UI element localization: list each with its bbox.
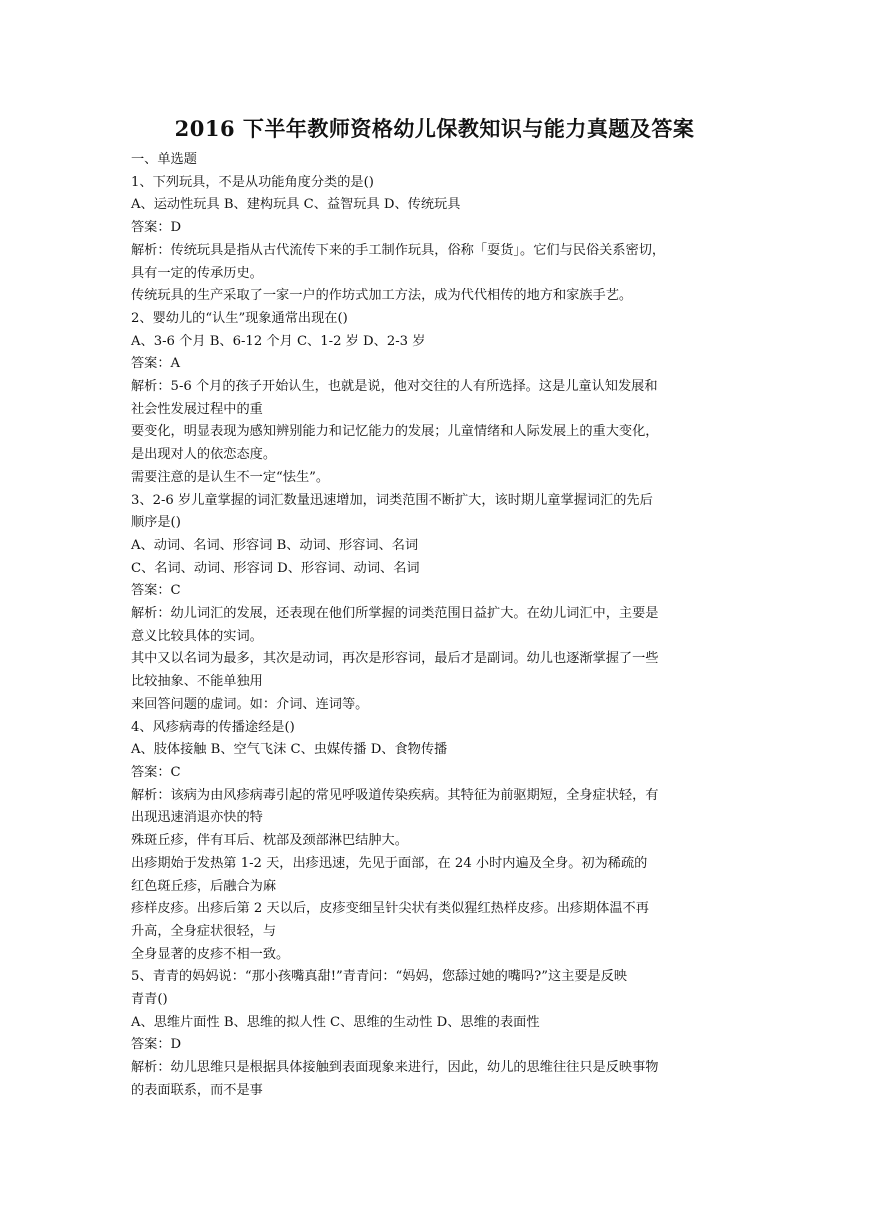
document-body xyxy=(131,149,771,1103)
question-3-analysis: 意义比较具体的实词。 xyxy=(131,628,263,644)
question-2-analysis: 是出现对人的依恋态度。 xyxy=(131,447,277,463)
document-title: 2016 下半年教师资格幼儿保教知识与能力真题及答案 xyxy=(174,116,695,141)
question-2-analysis: 要变化，明显表现为感知辨别能力和记忆能力的发展；儿童情绪和人际发展上的重大变化， xyxy=(131,424,659,440)
question-3-analysis: 来回答问题的虚词。如：介词、连词等。 xyxy=(131,696,369,712)
question-5-options: A、思维片面性 B、思维的拟人性 C、思维的生动性 D、思维的表面性 xyxy=(131,1014,540,1030)
question-2-analysis: 需要注意的是认生不一定“怯生”。 xyxy=(131,469,330,485)
question-3: 顺序是() xyxy=(131,515,181,531)
question-2-analysis: 解析：5-6 个月的孩子开始认生，也就是说，他对交往的人有所选择。这是儿童认知发展和 xyxy=(131,379,658,395)
question-4-analysis: 解析：该病为由风疹病毒引起的常见呼吸道传染疾病。其特征为前驱期短，全身症状轻，有 xyxy=(131,787,659,803)
question-5: 青青() xyxy=(131,992,168,1008)
question-2: 2、婴幼儿的“认生”现象通常出现在() xyxy=(131,310,348,326)
question-4-analysis: 殊斑丘疹，伴有耳后、枕部及颈部淋巴结肿大。 xyxy=(131,833,408,849)
question-4-options: A、肢体接触 B、空气飞沫 C、虫媒传播 D、食物传播 xyxy=(131,742,448,758)
question-2-answer: 答案：A xyxy=(131,356,181,372)
question-5-analysis: 解析：幼儿思维只是根据具体接触到表面现象来进行，因此，幼儿的思维往往只是反映事物 xyxy=(131,1060,659,1076)
question-5: 5、青青的妈妈说：“那小孩嘴真甜!”青青问：“妈妈，您舔过她的嘴吗?”这主要是反映 xyxy=(131,969,628,985)
question-4-analysis: 全身显著的皮疹不相一致。 xyxy=(131,946,290,962)
question-1: 1、下列玩具，不是从功能角度分类的是() xyxy=(131,174,374,190)
question-1-analysis: 解析：传统玩具是指从古代流传下来的手工制作玩具，俗称「耍货」。它们与民俗关系密切， xyxy=(131,242,666,258)
question-3-options: C、名词、动词、形容词 D、形容词、动词、名词 xyxy=(131,560,420,576)
question-5-analysis: 的表面联系，而不是事 xyxy=(131,1082,263,1098)
question-4-answer: 答案：C xyxy=(131,764,181,780)
question-3-analysis: 其中又以名词为最多，其次是动词，再次是形容词，最后才是副词。幼儿也逐渐掌握了一些 xyxy=(131,651,659,667)
question-3-analysis: 解析：幼儿词汇的发展，还表现在他们所掌握的词类范围日益扩大。在幼儿词汇中，主要是 xyxy=(131,606,659,622)
question-1-analysis: 具有一定的传承历史。 xyxy=(131,265,263,281)
question-5-answer: 答案：D xyxy=(131,1037,182,1053)
question-3-answer: 答案：C xyxy=(131,583,181,599)
question-4: 4、风疹病毒的传播途经是() xyxy=(131,719,295,735)
question-4-analysis: 出现迅速消退亦快的特 xyxy=(131,810,263,826)
question-2-options: A、3-6 个月 B、6-12 个月 C、1-2 岁 D、2-3 岁 xyxy=(131,333,426,349)
question-3-options: A、动词、名词、形容词 B、动词、形容词、名词 xyxy=(131,537,419,553)
question-3-analysis: 比较抽象、不能单独用 xyxy=(131,674,263,690)
question-3: 3、2-6 岁儿童掌握的词汇数量迅速增加，词类范围不断扩大，该时期儿童掌握词汇的先后 xyxy=(131,492,653,508)
section-heading: 一、单选题 xyxy=(131,152,197,167)
question-2-analysis: 社会性发展过程中的重 xyxy=(131,401,263,417)
question-1-analysis: 传统玩具的生产采取了一家一户的作坊式加工方法，成为代代相传的地方和家族手艺。 xyxy=(131,288,633,304)
question-4-analysis: 出疹期始于发热第 1-2 天，出疹迅速，先见于面部，在 24 小时内遍及全身。初为稀疏的 xyxy=(131,855,648,871)
question-1-options: A、运动性玩具 B、建构玩具 C、益智玩具 D、传统玩具 xyxy=(131,197,461,213)
question-1-answer: 答案：D xyxy=(131,220,182,236)
question-4-analysis: 疹样皮疹。出疹后第 2 天以后，皮疹变细呈针尖状有类似猩红热样皮疹。出疹期体温不再 xyxy=(131,901,649,917)
question-4-analysis: 红色斑丘疹，后融合为麻 xyxy=(131,878,277,894)
question-4-analysis: 升高，全身症状很轻，与 xyxy=(131,923,277,939)
